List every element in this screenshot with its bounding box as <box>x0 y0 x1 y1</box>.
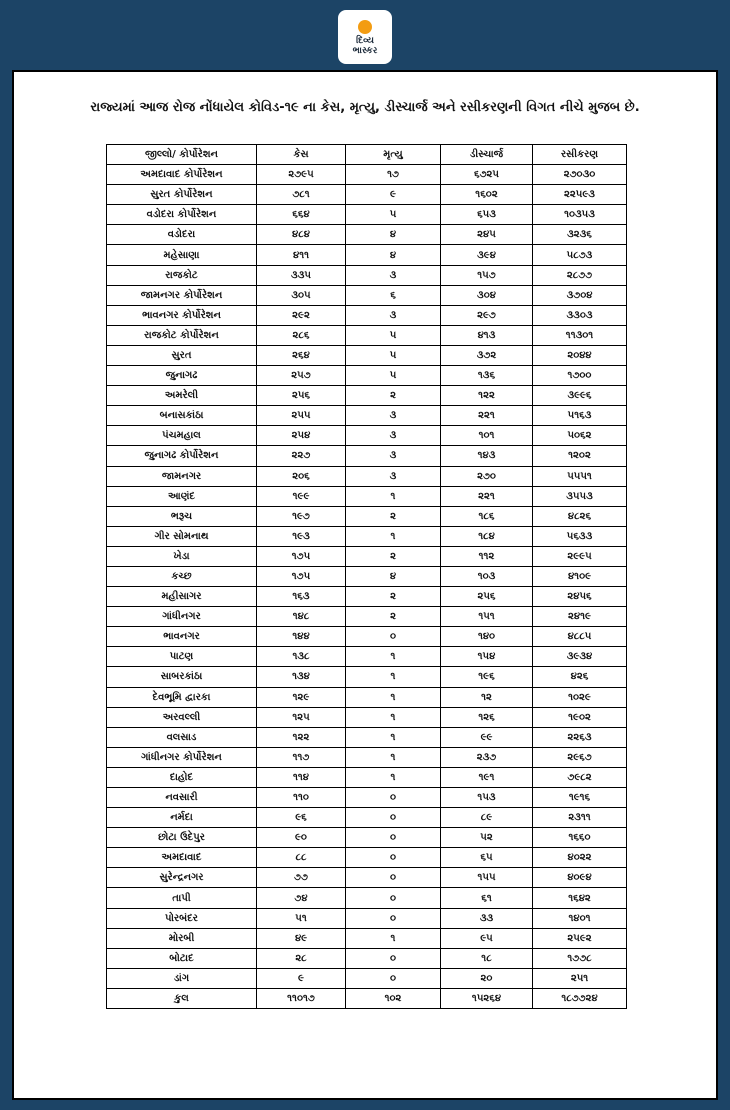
cell-vaccination: ૪૧૦૯ <box>533 566 627 586</box>
cell-cases: ૩૩૫ <box>257 265 346 285</box>
cell-deaths: ૦ <box>346 808 441 828</box>
cell-vaccination: ૨૯૬૭ <box>533 747 627 767</box>
cell-deaths: ૫ <box>346 366 441 386</box>
cell-vaccination: ૭૯૮૨ <box>533 767 627 787</box>
cell-cases: ૭૪ <box>257 888 346 908</box>
cell-district: તાપી <box>107 888 257 908</box>
cell-district: મોરબી <box>107 928 257 948</box>
logo-line2: ભાસ્કર <box>352 46 378 56</box>
cell-vaccination: ૪૮૨૬ <box>533 506 627 526</box>
cell-district: કુલ <box>107 988 257 1008</box>
cell-cases: ૨૮૬ <box>257 325 346 345</box>
table-row <box>107 466 627 486</box>
cell-deaths: ૧ <box>346 747 441 767</box>
cell-cases: ૨૦૬ <box>257 466 346 486</box>
cell-deaths: ૧ <box>346 526 441 546</box>
table-row <box>107 285 627 305</box>
table-row <box>107 828 627 848</box>
cell-vaccination: ૨૨૫૯૩ <box>533 185 627 205</box>
cell-discharge: ૧૫૩ <box>441 788 533 808</box>
table-row <box>107 607 627 627</box>
cell-cases: ૩૦૫ <box>257 285 346 305</box>
cell-discharge: ૯૫ <box>441 928 533 948</box>
cell-district: ખેડા <box>107 546 257 566</box>
cell-district: ડાંગ <box>107 968 257 988</box>
cell-discharge: ૧૩૬ <box>441 366 533 386</box>
table-row <box>107 546 627 566</box>
cell-vaccination: ૨૩૧૧ <box>533 808 627 828</box>
cell-cases: ૧૩૪ <box>257 667 346 687</box>
table-total-row <box>107 988 627 1008</box>
cell-district: ભાવનગર કોર્પોરેશન <box>107 305 257 325</box>
table-row <box>107 647 627 667</box>
cell-cases: ૧૪૪ <box>257 627 346 647</box>
cell-vaccination: ૨૫૯૨ <box>533 928 627 948</box>
cell-discharge: ૨૨૧ <box>441 406 533 426</box>
cell-deaths: ૨ <box>346 607 441 627</box>
cell-vaccination: ૩૩૦૩ <box>533 305 627 325</box>
header-cases: કેસ <box>257 145 346 165</box>
cell-district: અમદાવાદ <box>107 848 257 868</box>
cell-deaths: ૦ <box>346 828 441 848</box>
cell-discharge: ૨૩૭ <box>441 747 533 767</box>
cell-vaccination: ૧૬૬૦ <box>533 828 627 848</box>
cell-discharge: ૧૨૨ <box>441 386 533 406</box>
cell-district: ગાંધીનગર <box>107 607 257 627</box>
cell-deaths: ૩ <box>346 265 441 285</box>
cell-district: અમરેલી <box>107 386 257 406</box>
cell-vaccination: ૧૯૧૬ <box>533 788 627 808</box>
cell-cases: ૧૨૨ <box>257 727 346 747</box>
cell-deaths: ૩ <box>346 426 441 446</box>
cell-cases: ૯૬ <box>257 808 346 828</box>
cell-vaccination: ૫૧૬૩ <box>533 406 627 426</box>
table-row <box>107 587 627 607</box>
cell-deaths: ૫ <box>346 205 441 225</box>
table-row <box>107 265 627 285</box>
cell-deaths: ૧ <box>346 707 441 727</box>
table-row <box>107 968 627 988</box>
table-row <box>107 727 627 747</box>
cell-discharge: ૫૨ <box>441 828 533 848</box>
cell-cases: ૧૪૮ <box>257 607 346 627</box>
cell-vaccination: ૫૬૩૩ <box>533 526 627 546</box>
cell-district: સાબરકાંઠા <box>107 667 257 687</box>
table-row <box>107 868 627 888</box>
cell-district: પંચમહાલ <box>107 426 257 446</box>
cell-discharge: ૩૭૨ <box>441 345 533 365</box>
cell-district: બનાસકાંઠા <box>107 406 257 426</box>
cell-cases: ૧૭૫ <box>257 566 346 586</box>
cell-cases: ૫૧ <box>257 908 346 928</box>
cell-cases: ૯૦ <box>257 828 346 848</box>
table-row <box>107 848 627 868</box>
cell-discharge: ૪૧૩ <box>441 325 533 345</box>
cell-district: રાજકોટ <box>107 265 257 285</box>
header-district: જીલ્લો/ કોર્પોરેશન <box>107 145 257 165</box>
cell-district: કચ્છ <box>107 566 257 586</box>
cell-cases: ૧૩૮ <box>257 647 346 667</box>
cell-discharge: ૨૪૫ <box>441 225 533 245</box>
cell-deaths: ૩ <box>346 406 441 426</box>
cell-vaccination: ૧૪૦૧ <box>533 908 627 928</box>
cell-cases: ૧૧૪ <box>257 767 346 787</box>
cell-discharge: ૨૭૦ <box>441 466 533 486</box>
header-deaths: મૃત્યુ <box>346 145 441 165</box>
cell-cases: ૧૧૦ <box>257 788 346 808</box>
table-row <box>107 687 627 707</box>
table-row <box>107 245 627 265</box>
covid-stats-table <box>106 144 627 1009</box>
cell-cases: ૨૭૯૫ <box>257 165 346 185</box>
cell-deaths: ૧ <box>346 767 441 787</box>
cell-deaths: ૪ <box>346 566 441 586</box>
cell-vaccination: ૧૯૦૨ <box>533 707 627 727</box>
cell-deaths: ૧ <box>346 928 441 948</box>
cell-cases: ૨૫૭ <box>257 366 346 386</box>
cell-cases: ૧૬૩ <box>257 587 346 607</box>
cell-vaccination: ૩૫૫૩ <box>533 486 627 506</box>
cell-deaths: ૧૭ <box>346 165 441 185</box>
cell-vaccination: ૨૯૯૫ <box>533 546 627 566</box>
cell-discharge: ૧૮૬ <box>441 506 533 526</box>
table-row <box>107 426 627 446</box>
cell-deaths: ૧ <box>346 687 441 707</box>
cell-cases: ૧૧૦૧૭ <box>257 988 346 1008</box>
cell-deaths: ૩ <box>346 305 441 325</box>
cell-deaths: ૧ <box>346 667 441 687</box>
cell-district: વલસાડ <box>107 727 257 747</box>
cell-deaths: ૨ <box>346 546 441 566</box>
cell-cases: ૭૮૧ <box>257 185 346 205</box>
cell-cases: ૧૨૫ <box>257 707 346 727</box>
cell-discharge: ૨૦ <box>441 968 533 988</box>
cell-cases: ૮૮ <box>257 848 346 868</box>
cell-discharge: ૧૨ <box>441 687 533 707</box>
table-row <box>107 747 627 767</box>
table-row <box>107 165 627 185</box>
cell-discharge: ૮૯ <box>441 808 533 828</box>
cell-discharge: ૧૫૫ <box>441 868 533 888</box>
cell-deaths: ૦ <box>346 948 441 968</box>
cell-vaccination: ૩૯૩૪ <box>533 647 627 667</box>
cell-discharge: ૬૧ <box>441 888 533 908</box>
cell-cases: ૧૧૭ <box>257 747 346 767</box>
cell-deaths: ૬ <box>346 285 441 305</box>
cell-vaccination: ૧૮૭૭૨૪ <box>533 988 627 1008</box>
cell-cases: ૭૭ <box>257 868 346 888</box>
cell-district: અમદાવાદ કોર્પોરેશન <box>107 165 257 185</box>
cell-district: સુરત કોર્પોરેશન <box>107 185 257 205</box>
cell-district: વડોદરા કોર્પોરેશન <box>107 205 257 225</box>
cell-cases: ૬૬૪ <box>257 205 346 225</box>
cell-discharge: ૬૫ <box>441 848 533 868</box>
cell-deaths: ૫ <box>346 325 441 345</box>
cell-vaccination: ૩૭૦૪ <box>533 285 627 305</box>
cell-district: ગાંધીનગર કોર્પોરેશન <box>107 747 257 767</box>
cell-vaccination: ૨૫૧ <box>533 968 627 988</box>
cell-deaths: ૦ <box>346 968 441 988</box>
cell-deaths: ૦ <box>346 908 441 928</box>
table-row <box>107 788 627 808</box>
cell-district: પોરબંદર <box>107 908 257 928</box>
table-row <box>107 205 627 225</box>
cell-vaccination: ૨૪૫૬ <box>533 587 627 607</box>
table-row <box>107 707 627 727</box>
cell-district: છોટા ઉદેપુર <box>107 828 257 848</box>
cell-district: સુરેન્દ્રનગર <box>107 868 257 888</box>
table-row <box>107 948 627 968</box>
cell-deaths: ૧ <box>346 486 441 506</box>
cell-discharge: ૩૩ <box>441 908 533 928</box>
cell-vaccination: ૨૨૬૩ <box>533 727 627 747</box>
cell-vaccination: ૩૯૯૬ <box>533 386 627 406</box>
cell-discharge: ૧૫૪ <box>441 647 533 667</box>
cell-deaths: ૨ <box>346 587 441 607</box>
cell-discharge: ૧૪૦ <box>441 627 533 647</box>
cell-discharge: ૧૫૭ <box>441 265 533 285</box>
cell-discharge: ૧૧૨ <box>441 546 533 566</box>
cell-vaccination: ૨૮૭૭ <box>533 265 627 285</box>
cell-vaccination: ૫૦૬૨ <box>533 426 627 446</box>
cell-discharge: ૬૫૩ <box>441 205 533 225</box>
cell-discharge: ૧૯૬ <box>441 667 533 687</box>
page-title: રાજ્યમાં આજ રોજ નોંધાયેલ કોવિડ-૧૯ ના કેસ, મૃત્યુ, ડીસ્ચાર્જ અને રસીકરણની વિગત નીચે મુજબ છે. <box>90 100 640 115</box>
table-row <box>107 345 627 365</box>
table-row <box>107 366 627 386</box>
cell-discharge: ૩૯૪ <box>441 245 533 265</box>
cell-district: જુનાગઢ <box>107 366 257 386</box>
table-row <box>107 325 627 345</box>
table-row <box>107 305 627 325</box>
cell-district: મહીસાગર <box>107 587 257 607</box>
cell-vaccination: ૧૭૭૮ <box>533 948 627 968</box>
cell-district: જુનાગઢ કોર્પોરેશન <box>107 446 257 466</box>
cell-district: ભાવનગર <box>107 627 257 647</box>
cell-cases: ૧૨૯ <box>257 687 346 707</box>
table-row <box>107 225 627 245</box>
cell-discharge: ૩૦૪ <box>441 285 533 305</box>
cell-district: ગીર સોમનાથ <box>107 526 257 546</box>
cell-deaths: ૦ <box>346 868 441 888</box>
cell-cases: ૨૬૪ <box>257 345 346 365</box>
cell-cases: ૯ <box>257 968 346 988</box>
cell-cases: ૨૫૫ <box>257 406 346 426</box>
cell-discharge: ૨૫૬ <box>441 587 533 607</box>
cell-deaths: ૧ <box>346 647 441 667</box>
table-row <box>107 627 627 647</box>
cell-district: નવસારી <box>107 788 257 808</box>
cell-discharge: ૧૪૩ <box>441 446 533 466</box>
cell-vaccination: ૧૧૩૦૧ <box>533 325 627 345</box>
cell-district: નર્મદા <box>107 808 257 828</box>
table-row <box>107 767 627 787</box>
document-frame <box>12 70 718 1100</box>
cell-district: અરવલ્લી <box>107 707 257 727</box>
cell-deaths: ૧૦૨ <box>346 988 441 1008</box>
cell-cases: ૪૮૪ <box>257 225 346 245</box>
cell-vaccination: ૪૦૨૨ <box>533 848 627 868</box>
cell-discharge: ૧૮૪ <box>441 526 533 546</box>
cell-cases: ૪૯ <box>257 928 346 948</box>
cell-deaths: ૯ <box>346 185 441 205</box>
cell-deaths: ૦ <box>346 888 441 908</box>
logo-line1: દિવ્ય <box>356 36 374 46</box>
cell-district: દાહોદ <box>107 767 257 787</box>
cell-cases: ૧૯૩ <box>257 526 346 546</box>
cell-vaccination: ૪૨૬ <box>533 667 627 687</box>
cell-vaccination: ૫૮૭૩ <box>533 245 627 265</box>
cell-deaths: ૧ <box>346 727 441 747</box>
cell-deaths: ૫ <box>346 345 441 365</box>
table-row <box>107 185 627 205</box>
cell-vaccination: ૧૦૨૯ <box>533 687 627 707</box>
cell-cases: ૨૨૭ <box>257 446 346 466</box>
cell-district: રાજકોટ કોર્પોરેશન <box>107 325 257 345</box>
cell-discharge: ૧૫૨૬૪ <box>441 988 533 1008</box>
cell-discharge: ૬૭૨૫ <box>441 165 533 185</box>
cell-cases: ૨૫૬ <box>257 386 346 406</box>
cell-cases: ૧૯૭ <box>257 506 346 526</box>
cell-cases: ૨૯૨ <box>257 305 346 325</box>
cell-vaccination: ૧૬૪૨ <box>533 888 627 908</box>
cell-vaccination: ૫૫૫૧ <box>533 466 627 486</box>
cell-discharge: ૧૫૧ <box>441 607 533 627</box>
table-row <box>107 566 627 586</box>
cell-cases: ૧૭૫ <box>257 546 346 566</box>
cell-discharge: ૧૦૩ <box>441 566 533 586</box>
cell-vaccination: ૪૦૯૪ <box>533 868 627 888</box>
cell-vaccination: ૧૨૦૨ <box>533 446 627 466</box>
cell-cases: ૪૧૧ <box>257 245 346 265</box>
table-row <box>107 526 627 546</box>
cell-deaths: ૦ <box>346 627 441 647</box>
cell-discharge: ૧૨૬ <box>441 707 533 727</box>
cell-discharge: ૧૯૧ <box>441 767 533 787</box>
cell-deaths: ૨ <box>346 386 441 406</box>
cell-discharge: ૨૯૭ <box>441 305 533 325</box>
cell-deaths: ૩ <box>346 446 441 466</box>
cell-vaccination: ૧૭૦૦ <box>533 366 627 386</box>
cell-discharge: ૧૬૦૨ <box>441 185 533 205</box>
cell-vaccination: ૪૮૮૫ <box>533 627 627 647</box>
cell-district: ભરૂચ <box>107 506 257 526</box>
cell-district: દેવભૂમિ દ્વારકા <box>107 687 257 707</box>
cell-district: જામનગર <box>107 466 257 486</box>
table-row <box>107 506 627 526</box>
cell-deaths: ૪ <box>346 245 441 265</box>
cell-deaths: ૦ <box>346 848 441 868</box>
cell-cases: ૧૯૯ <box>257 486 346 506</box>
cell-vaccination: ૧૦૩૫૩ <box>533 205 627 225</box>
cell-district: સુરત <box>107 345 257 365</box>
cell-deaths: ૨ <box>346 506 441 526</box>
table-body <box>107 165 627 1009</box>
table-row <box>107 406 627 426</box>
sun-icon <box>358 20 372 34</box>
cell-district: પાટણ <box>107 647 257 667</box>
cell-deaths: ૦ <box>346 788 441 808</box>
table-row <box>107 446 627 466</box>
cell-vaccination: ૩૨૩૬ <box>533 225 627 245</box>
table-row <box>107 888 627 908</box>
cell-cases: ૨૫૪ <box>257 426 346 446</box>
cell-discharge: ૧૦૧ <box>441 426 533 446</box>
cell-discharge: ૯૯ <box>441 727 533 747</box>
table-row <box>107 667 627 687</box>
cell-deaths: ૪ <box>346 225 441 245</box>
cell-vaccination: ૨૪૧૯ <box>533 607 627 627</box>
divya-bhaskar-logo <box>338 10 392 64</box>
table-row <box>107 808 627 828</box>
cell-district: આણંદ <box>107 486 257 506</box>
cell-district: બોટાદ <box>107 948 257 968</box>
table-row <box>107 486 627 506</box>
table-row <box>107 908 627 928</box>
table-row <box>107 386 627 406</box>
header-discharge: ડીસ્ચાર્જ <box>441 145 533 165</box>
cell-district: વડોદરા <box>107 225 257 245</box>
cell-discharge: ૨૨૧ <box>441 486 533 506</box>
cell-district: મહેસાણા <box>107 245 257 265</box>
cell-cases: ૨૮ <box>257 948 346 968</box>
cell-discharge: ૧૮ <box>441 948 533 968</box>
header-vaccination: રસીકરણ <box>533 145 627 165</box>
cell-vaccination: ૨૭૦૩૦ <box>533 165 627 185</box>
cell-vaccination: ૨૦૪૪ <box>533 345 627 365</box>
table-header-row <box>107 145 627 165</box>
table-row <box>107 928 627 948</box>
cell-deaths: ૩ <box>346 466 441 486</box>
cell-district: જામનગર કોર્પોરેશન <box>107 285 257 305</box>
